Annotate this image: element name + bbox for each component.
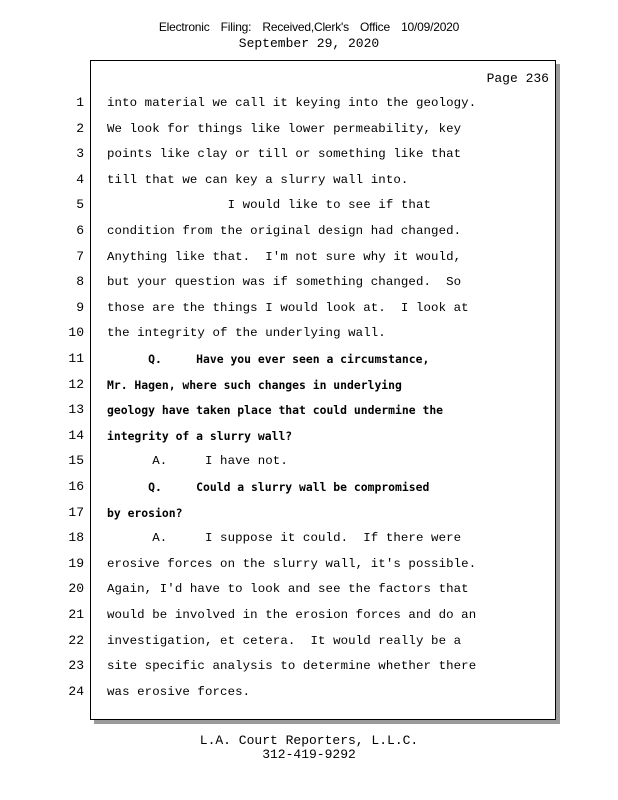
line-number: 13 xyxy=(68,402,84,418)
line-number: 6 xyxy=(76,223,84,238)
line-text: Mr. Hagen, where such changes in underlying xyxy=(107,377,402,392)
line-text: Q. Have you ever seen a circumstance, xyxy=(107,352,430,366)
line-number: 12 xyxy=(68,376,84,392)
transcript-line xyxy=(0,452,618,478)
line-text: into material we call it keying into the geology. xyxy=(107,96,477,110)
transcript-date: September 29, 2020 xyxy=(238,36,380,51)
line-number: 23 xyxy=(68,658,84,674)
transcript-line xyxy=(0,324,618,350)
line-number: 10 xyxy=(68,325,84,341)
line-number: 19 xyxy=(68,555,84,571)
transcript-line xyxy=(0,299,618,325)
line-number: 16 xyxy=(68,479,84,494)
line-number: 2 xyxy=(76,120,84,136)
line-number: 9 xyxy=(76,299,84,315)
line-text: Anything like that. I'm not sure why it would, xyxy=(107,249,462,264)
line-number: 1 xyxy=(76,95,84,110)
line-number: 18 xyxy=(68,530,84,546)
transcript-line xyxy=(0,529,618,555)
line-number: 11 xyxy=(68,351,84,366)
transcript-line xyxy=(0,273,618,299)
line-number: 17 xyxy=(68,504,84,520)
line-text: A. I suppose it could. If there were xyxy=(107,531,462,546)
line-text: but your question was if something changed. So xyxy=(107,275,462,290)
transcript-line xyxy=(0,145,618,171)
transcript-line xyxy=(0,683,618,709)
transcript-line xyxy=(0,580,618,606)
line-number: 5 xyxy=(76,197,84,213)
line-number: 20 xyxy=(68,581,84,597)
line-text: A. I have not. xyxy=(107,454,288,469)
reporter-company: L.A. Court Reporters, L.L.C. xyxy=(199,733,419,748)
line-text: till that we can key a slurry wall into. xyxy=(107,172,409,187)
transcript-line xyxy=(0,196,618,222)
transcript-line xyxy=(0,478,618,504)
page-number: Page 236 xyxy=(486,71,549,86)
line-text: I would like to see if that xyxy=(107,198,432,213)
transcript-line xyxy=(0,120,618,146)
line-text: Again, I'd have to look and see the factors that xyxy=(107,582,469,597)
line-number: 21 xyxy=(68,607,84,622)
line-text: We look for things like lower permeability, key xyxy=(107,121,462,136)
line-number: 24 xyxy=(68,683,84,699)
transcript-line xyxy=(0,606,618,632)
line-text: was erosive forces. xyxy=(107,684,251,699)
line-text: points like clay or till or something like that xyxy=(107,147,462,162)
line-number: 14 xyxy=(68,427,84,443)
line-number: 7 xyxy=(76,248,84,264)
transcript-line xyxy=(0,555,618,581)
transcript-line xyxy=(0,222,618,248)
transcript-line xyxy=(0,376,618,402)
transcript-line xyxy=(0,427,618,453)
reporter-phone: 312-419-9292 xyxy=(262,747,356,762)
line-text: would be involved in the erosion forces and do an xyxy=(107,608,477,622)
line-text: condition from the original design had changed. xyxy=(107,224,462,238)
line-number: 8 xyxy=(76,274,84,290)
line-text: investigation, et cetera. It would really be a xyxy=(107,633,462,648)
line-text: site specific analysis to determine whether there xyxy=(107,659,477,674)
transcript-line xyxy=(0,248,618,274)
transcript-line xyxy=(0,657,618,683)
line-number: 3 xyxy=(76,146,84,162)
line-text: by erosion? xyxy=(107,505,183,520)
transcript-line xyxy=(0,401,618,427)
transcript-line xyxy=(0,504,618,530)
line-text: erosive forces on the slurry wall, it's possible. xyxy=(107,556,477,571)
transcript-line xyxy=(0,94,618,120)
line-text: those are the things I would look at. I look at xyxy=(107,300,469,315)
line-text: integrity of a slurry wall? xyxy=(107,428,293,443)
line-text: geology have taken place that could undermine the xyxy=(107,403,444,418)
transcript-line xyxy=(0,632,618,658)
transcript-line xyxy=(0,171,618,197)
transcript-line xyxy=(0,350,618,376)
line-number: 15 xyxy=(68,453,84,469)
filing-stamp: Electronic Filing: Received,Clerk's Office 10/09/2020 xyxy=(158,20,460,34)
line-text: the integrity of the underlying wall. xyxy=(107,326,386,341)
line-text: Q. Could a slurry wall be compromised xyxy=(107,480,430,494)
line-number: 4 xyxy=(76,171,84,187)
line-number: 22 xyxy=(68,632,84,648)
